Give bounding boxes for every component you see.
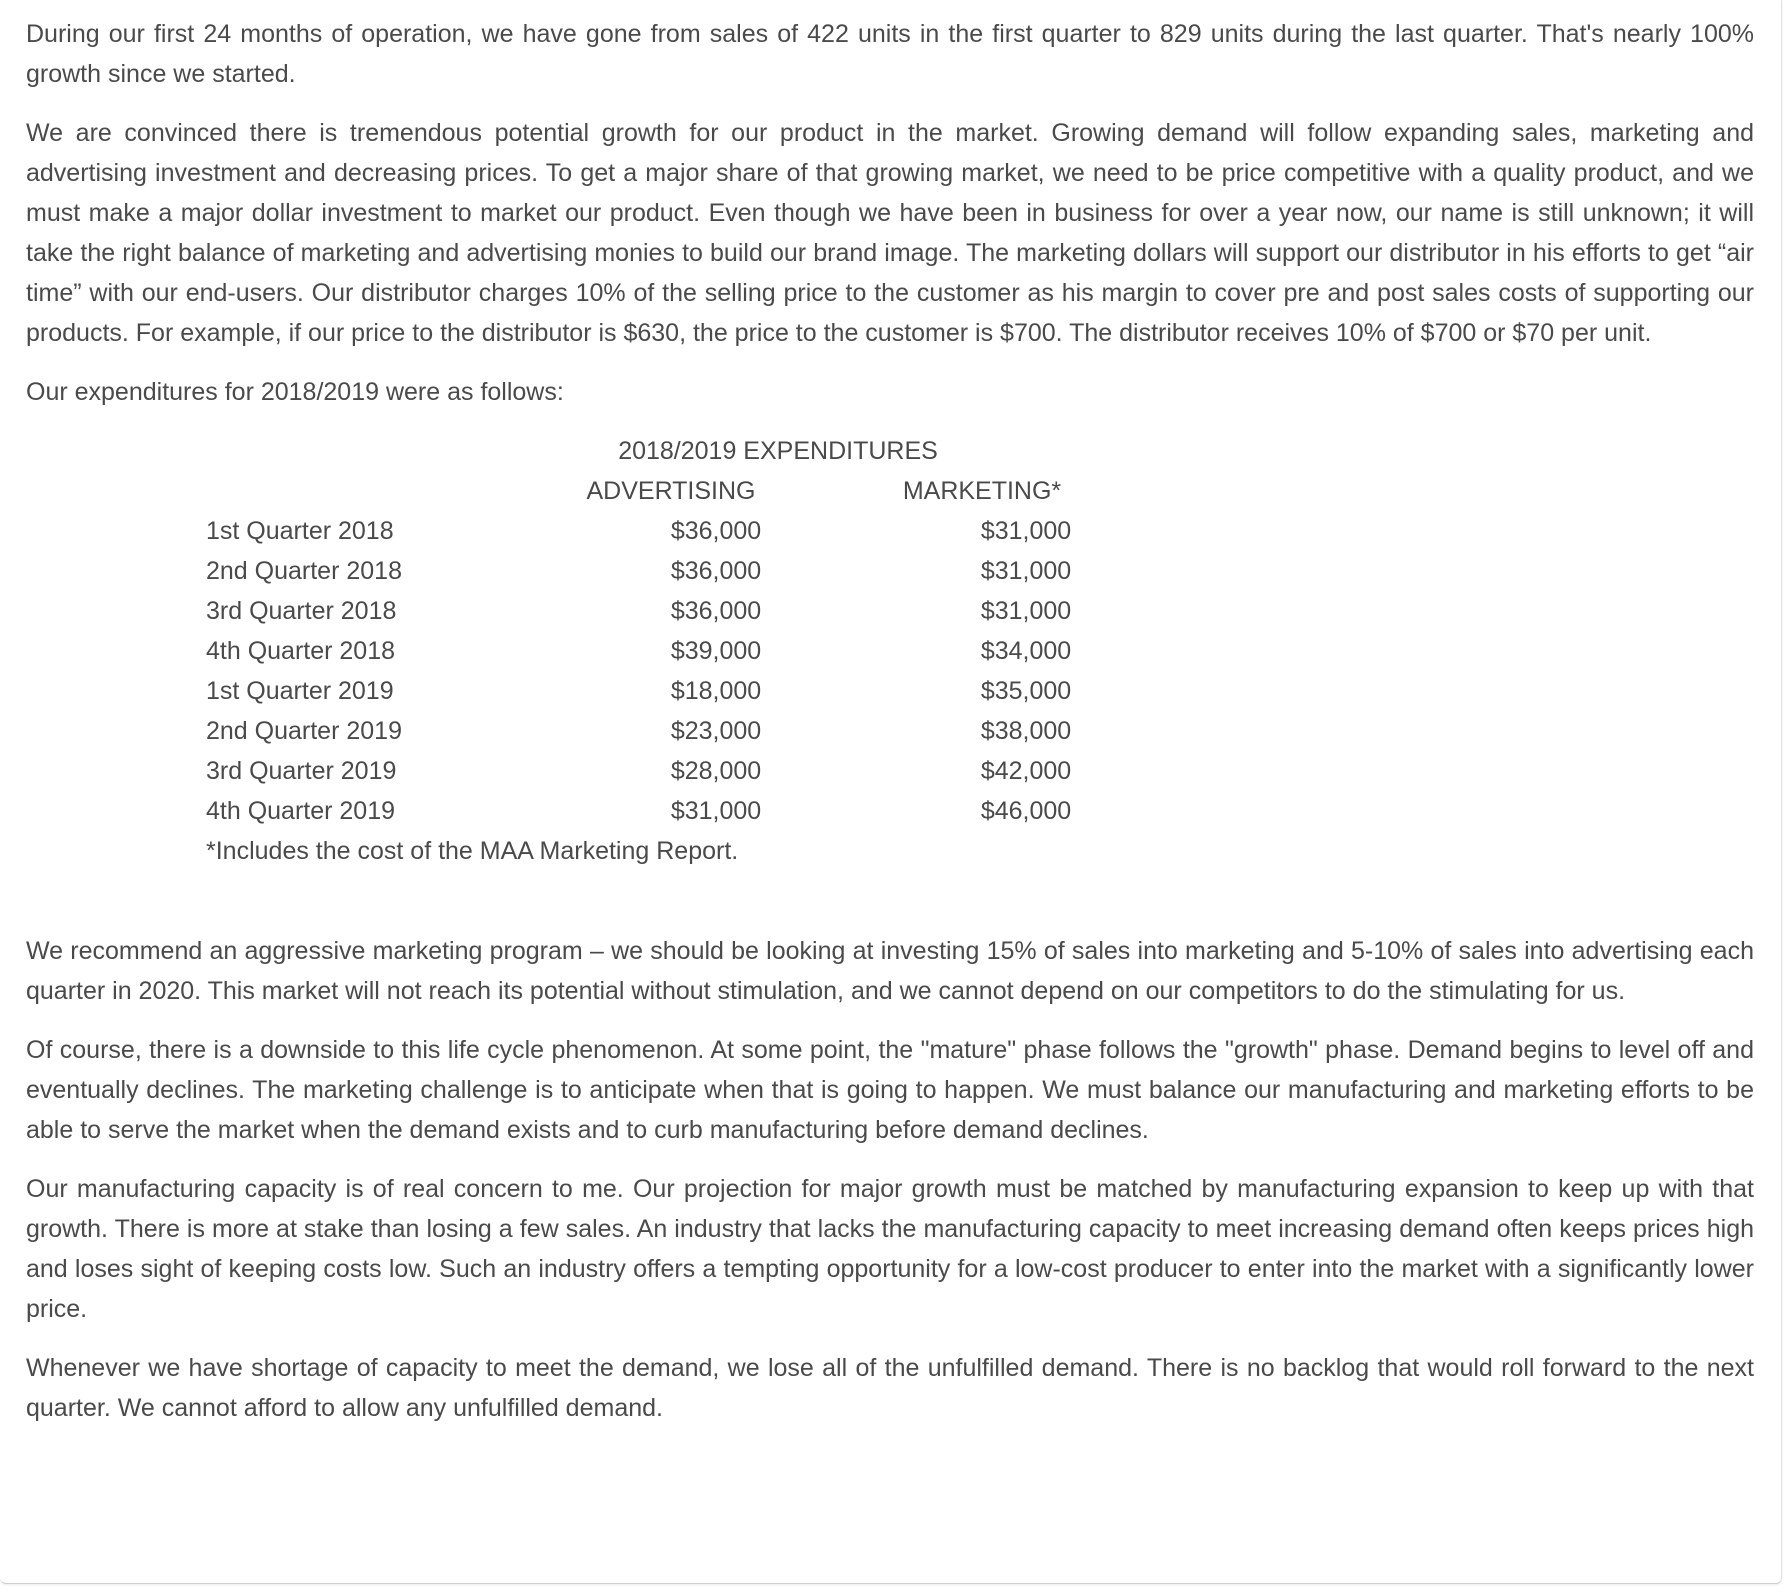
- row-advertising-value: $28,000: [670, 757, 762, 785]
- table-header-row: [26, 471, 1754, 511]
- row-marketing-value: $34,000: [980, 637, 1072, 665]
- row-label: 4th Quarter 2018: [206, 637, 396, 665]
- row-advertising-value: $39,000: [670, 637, 762, 665]
- row-advertising-value: $23,000: [670, 717, 762, 745]
- row-label: 1st Quarter 2018: [206, 517, 394, 545]
- header-marketing: MARKETING*: [902, 477, 1062, 505]
- table-row: [26, 551, 1754, 591]
- paragraph-sales-growth: During our first 24 months of operation, we have gone from sales of 422 units in the first quarter to 829 units during the last quarter. That's nearly 100% growth since we started.: [26, 20, 1754, 88]
- table-row: [26, 631, 1754, 671]
- row-marketing-value: $35,000: [980, 677, 1072, 705]
- row-marketing-value: $31,000: [980, 557, 1072, 585]
- row-marketing-value: $31,000: [980, 517, 1072, 545]
- row-label: 3rd Quarter 2019: [206, 757, 397, 785]
- row-marketing-value: $42,000: [980, 757, 1072, 785]
- paragraph-unfulfilled-demand: Whenever we have shortage of capacity to meet the demand, we lose all of the unfulfilled demand. There is no backlog that would roll forward to the next quarter. We cannot afford to allow any unfulfilled demand.: [26, 1354, 1754, 1422]
- paragraph-market-potential: We are convinced there is tremendous potential growth for our product in the market. Growing demand will follow expanding sales, marketing and advertising investment and decreasing prices. To get a major share of that growing market, we need to be price competitive with a quality product, and we must make a major dollar investment to market our product. Even though we have been in business for over a year now, our name is still unknown; it will take the right balance of marketing and advertising monies to build our brand image. The marketing dollars will support our distributor in his efforts to get “air time” with our end-users. Our distributor charges 10% of the selling price to the customer as his margin to cover pre and post sales costs of supporting our products. For example, if our price to the distributor is $630, the price to the customer is $700. The distributor receives 10% of $700 or $70 per unit.: [26, 119, 1754, 347]
- table-title: [26, 431, 1754, 471]
- document-content: [26, 14, 1754, 1447]
- row-marketing-value: $46,000: [980, 797, 1072, 825]
- paragraph-life-cycle: Of course, there is a downside to this life cycle phenomenon. At some point, the "mature" phase follows the "growth" phase. Demand begins to level off and eventually declines. The marketing challenge is to anticipate when that is going to happen. We must balance our manufacturing and marketing efforts to be able to serve the market when the demand exists and to curb manufacturing before demand declines.: [26, 1036, 1754, 1144]
- row-advertising-value: $36,000: [670, 517, 762, 545]
- table-row: [26, 751, 1754, 791]
- table-row: [26, 791, 1754, 831]
- paragraph-manufacturing-capacity: Our manufacturing capacity is of real concern to me. Our projection for major growth must be matched by manufacturing expansion to keep up with that growth. There is more at stake than losing a few sales. An industry that lacks the manufacturing capacity to meet increasing demand often keeps prices high and loses sight of keeping costs low. Such an industry offers a tempting opportunity for a low-cost producer to enter into the market with a significantly lower price.: [26, 1175, 1754, 1323]
- row-advertising-value: $18,000: [670, 677, 762, 705]
- table-body: [26, 511, 1754, 831]
- row-label: 2nd Quarter 2019: [206, 717, 402, 745]
- table-row: [26, 711, 1754, 751]
- header-advertising: ADVERTISING: [586, 477, 756, 505]
- paragraph-expenditures-intro: Our expenditures for 2018/2019 were as follows:: [26, 378, 564, 406]
- table-row: [26, 591, 1754, 631]
- table-row: [26, 511, 1754, 551]
- row-label: 1st Quarter 2019: [206, 677, 394, 705]
- expenditures-table: [26, 431, 1754, 871]
- table-footnote: [26, 831, 1754, 871]
- footnote-text: *Includes the cost of the MAA Marketing Report.: [206, 837, 739, 865]
- row-advertising-value: $36,000: [670, 557, 762, 585]
- row-advertising-value: $31,000: [670, 797, 762, 825]
- row-marketing-value: $31,000: [980, 597, 1072, 625]
- table-title-text: 2018/2019 EXPENDITURES: [618, 437, 938, 465]
- row-label: 3rd Quarter 2018: [206, 597, 397, 625]
- row-label: 4th Quarter 2019: [206, 797, 396, 825]
- table-row: [26, 671, 1754, 711]
- paragraph-recommendation: We recommend an aggressive marketing program – we should be looking at investing 15% of sales into marketing and 5-10% of sales into advertising each quarter in 2020. This market will not reach its potential without stimulation, and we cannot depend on our competitors to do the stimulating for us.: [26, 937, 1754, 1005]
- row-label: 2nd Quarter 2018: [206, 557, 402, 585]
- row-advertising-value: $36,000: [670, 597, 762, 625]
- row-marketing-value: $38,000: [980, 717, 1072, 745]
